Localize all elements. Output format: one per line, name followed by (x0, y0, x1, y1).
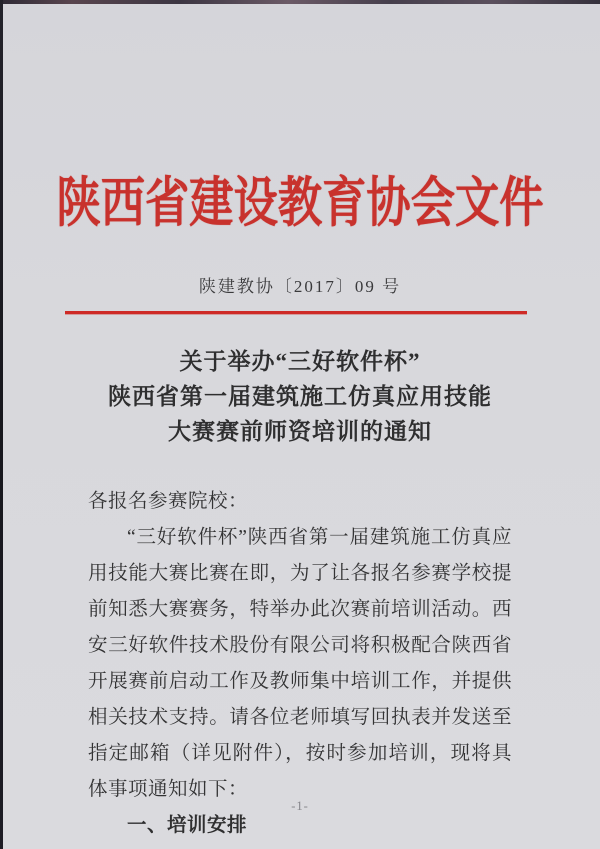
salutation: 各报名参赛院校： (88, 491, 249, 512)
letterhead-title: 陕西省建设教育协会文件 (56, 173, 544, 233)
notice-title-line-3: 大赛赛前师资培训的通知 (168, 419, 432, 444)
red-separator-line (65, 311, 527, 314)
scan-edge-top (0, 0, 600, 4)
document-number: 陕建教协〔2017〕09 号 (198, 277, 402, 296)
notice-title (0, 344, 600, 449)
notice-title-line-1: 关于举办“三好软件杯” (179, 349, 421, 374)
document-body (88, 484, 512, 844)
body-paragraph: “三好软件杯”陕西省第一届建筑施工仿真应用技能大赛比赛在即，为了让各报名参赛学校提前知悉大赛赛务，特举办此次赛前培训活动。西安三好软件技术股份有限公司将积极配合陕西省开展赛前启动工作及教师集中培训工作，并提供相关技术支持。请各位老师填写回执表并发送至指定邮箱（详见附件），按时参加培训，现将具体事项通知如下： (88, 527, 512, 800)
notice-title-line-2: 陕西省第一届建筑施工仿真应用技能 (108, 384, 492, 409)
section-heading-training-arrangement: 一、培训安排 (127, 815, 248, 836)
page-number: -1- (291, 799, 309, 813)
